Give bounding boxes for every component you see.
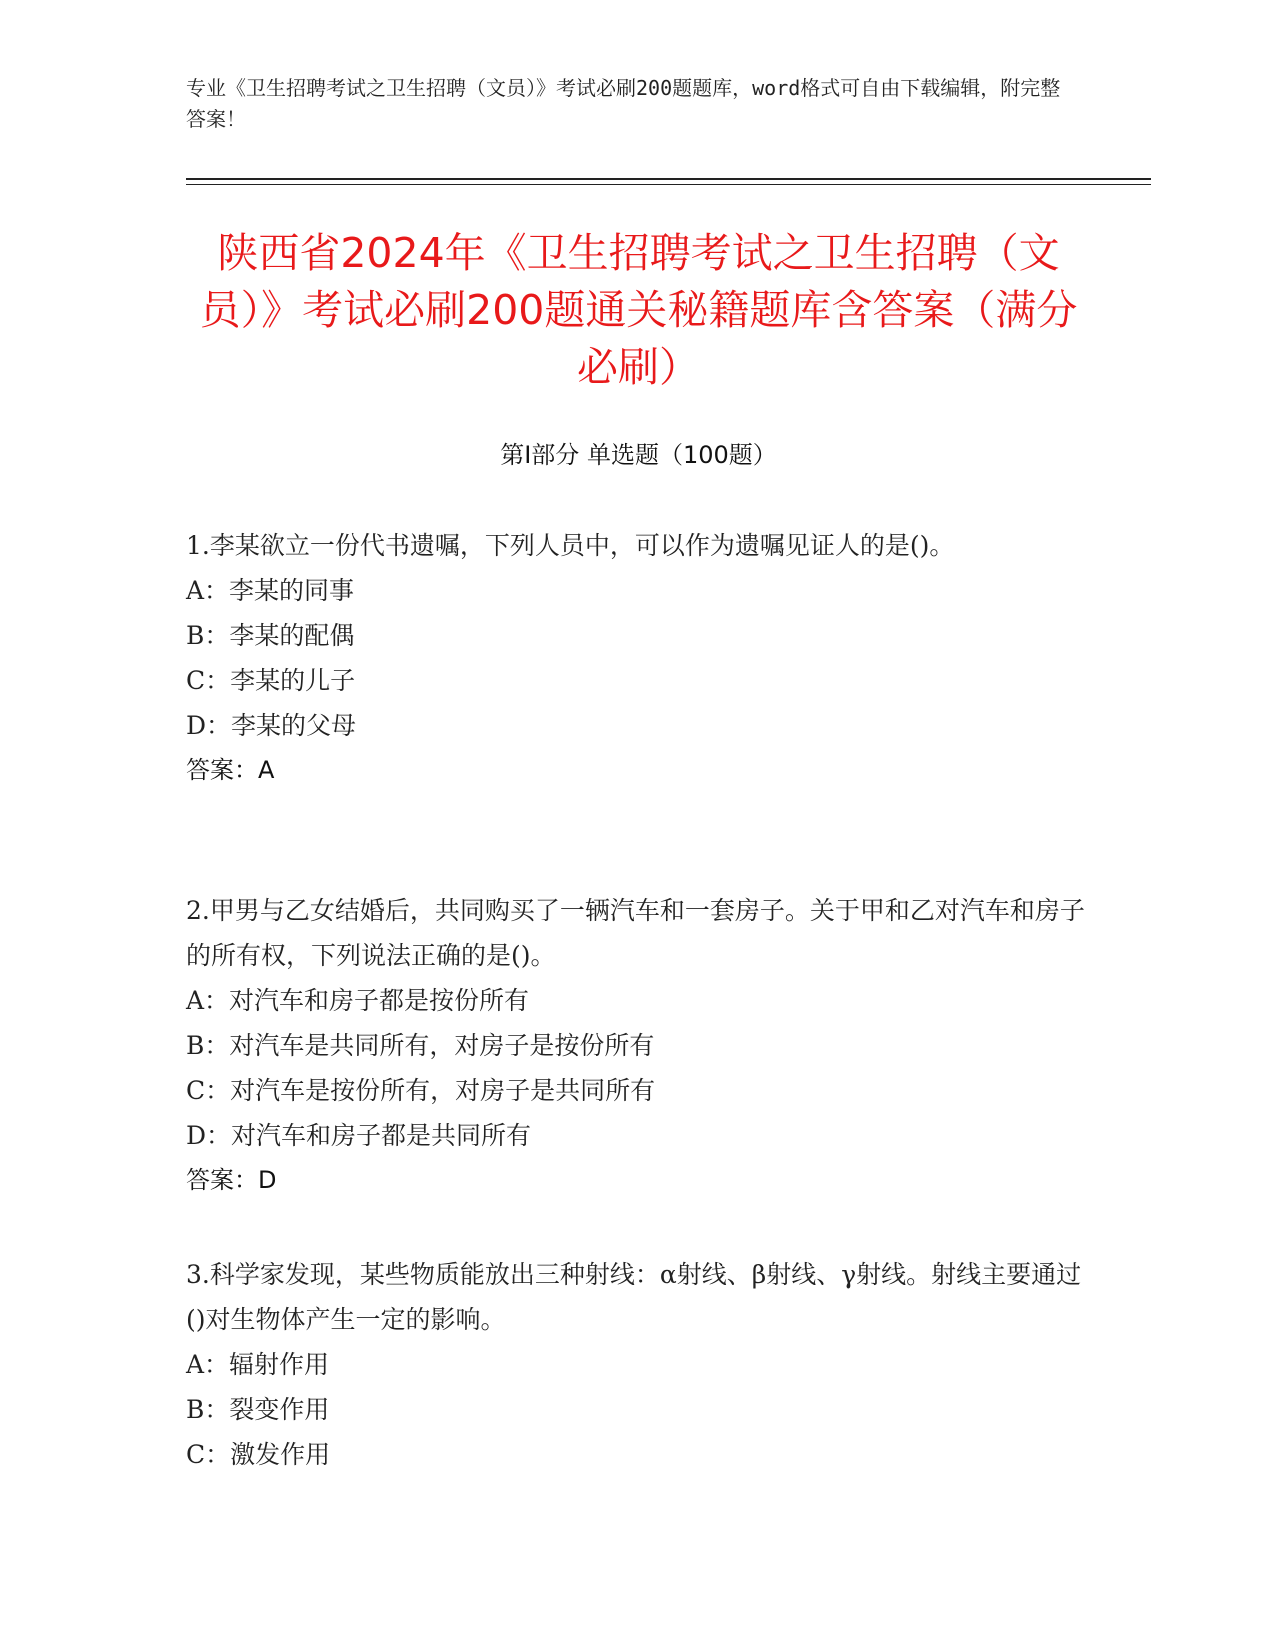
option-c: C：激发作用 [186,1440,331,1469]
header-divider-thick [186,178,1151,180]
question-stem: 2.甲男与乙女结婚后，共同购买了一辆汽车和一套房子。关于甲和乙对汽车和房子的所有权，下列说法正确的是()。 [186,896,1085,970]
option-d: D：李某的父母 [186,711,357,740]
option-d: D：对汽车和房子都是共同所有 [186,1121,532,1150]
option-c: C：对汽车是按份所有，对房子是共同所有 [186,1076,656,1105]
option-a: A：对汽车和房子都是按份所有 [186,986,530,1015]
answer: 答案：A [186,756,275,784]
answer: 答案：D [186,1166,277,1194]
section-heading: 第Ⅰ部分 单选题（100题） [500,441,777,469]
question-stem: 3.科学家发现，某些物质能放出三种射线：α射线、β射线、γ射线。射线主要通过()对生物体产生一定的影响。 [186,1260,1082,1334]
question-3 [186,1252,1091,1477]
header-divider-thin [186,184,1151,185]
question-stem: 1.李某欲立一份代书遗嘱，下列人员中，可以作为遗嘱见证人的是()。 [186,531,955,560]
option-a: A：李某的同事 [186,576,355,605]
option-b: B：裂变作用 [186,1395,330,1424]
option-b: B：李某的配偶 [186,621,355,650]
option-a: A：辐射作用 [186,1350,330,1379]
question-2 [186,888,1091,1203]
option-c: C：李某的儿子 [186,666,356,695]
document-title: 陕西省2024年《卫生招聘考试之卫生招聘（文员）》考试必刷200题通关秘籍题库含答案（满分必刷） [199,229,1078,391]
option-b: B：对汽车是共同所有，对房子是按份所有 [186,1031,655,1060]
header-note: 专业《卫生招聘考试之卫生招聘（文员）》考试必刷200题题库，word格式可自由下载编辑，附完整答案！ [186,76,1061,131]
question-1 [186,523,1091,793]
